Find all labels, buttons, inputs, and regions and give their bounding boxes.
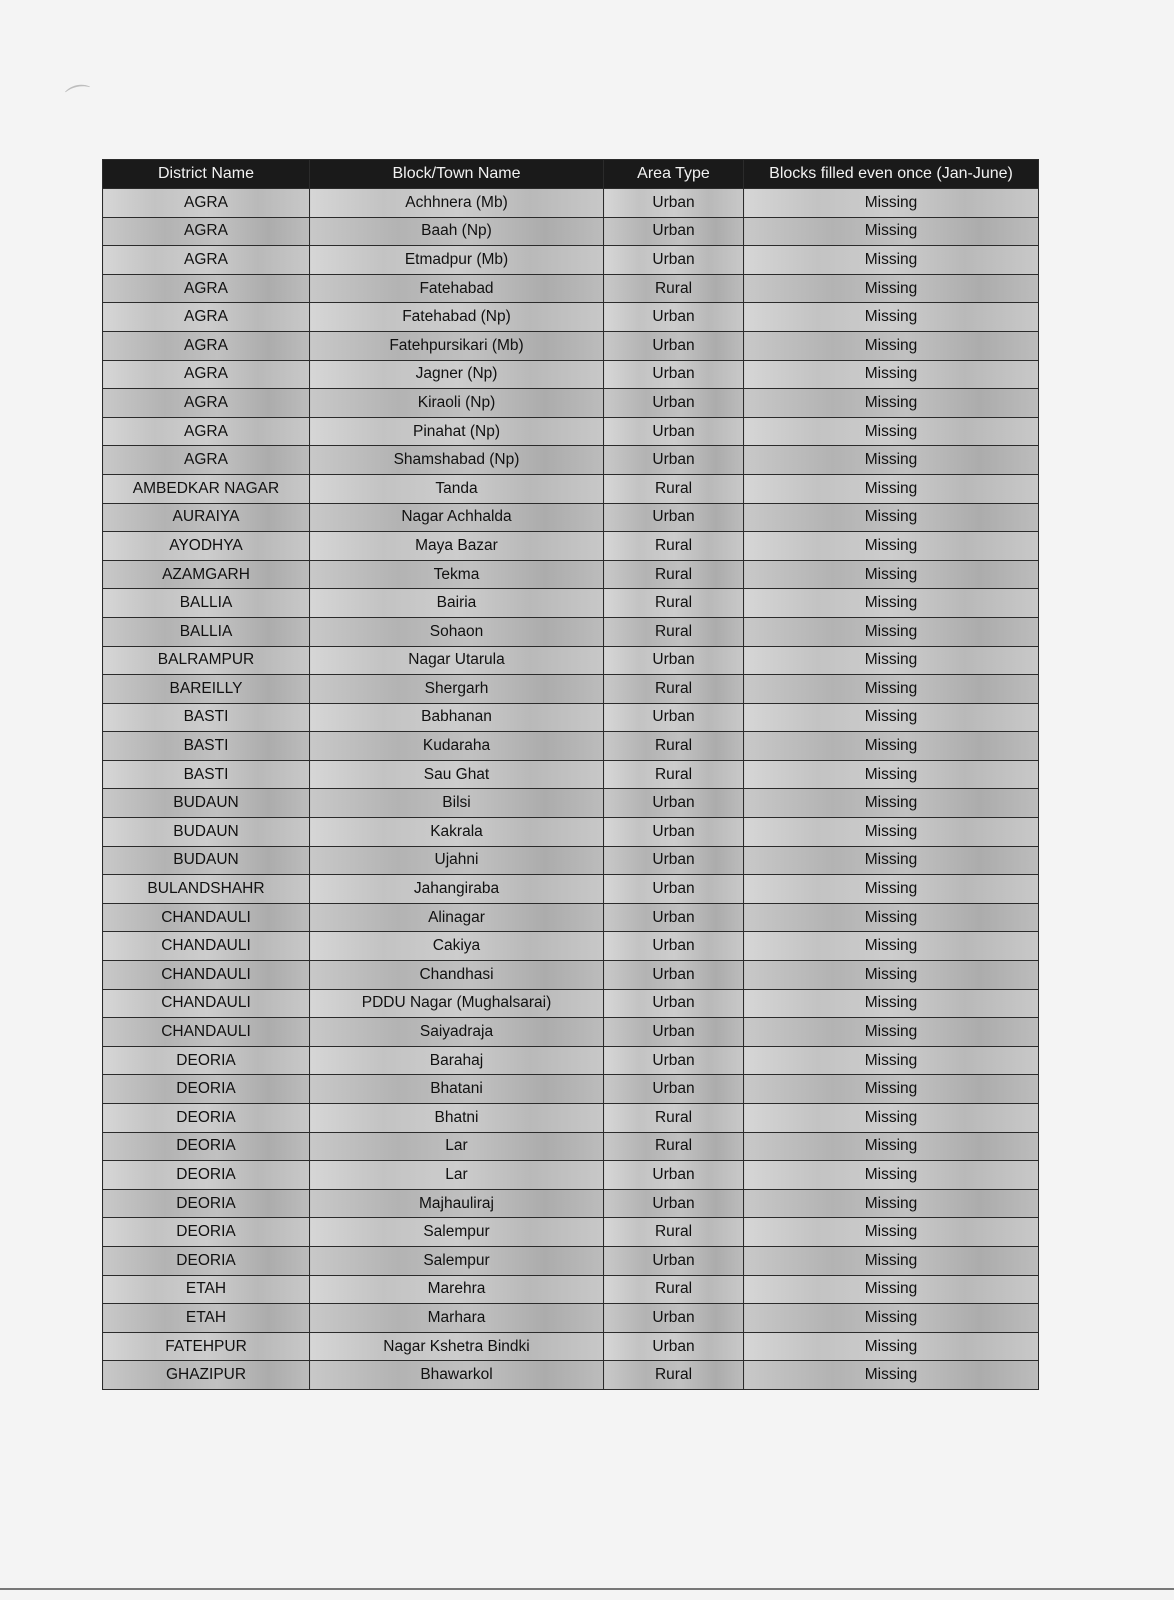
table-row [103, 1361, 1039, 1390]
table-row [103, 1075, 1039, 1104]
block-town-cell: Tanda [310, 474, 604, 503]
district-cell: AGRA [103, 303, 310, 332]
status-cell: Missing [744, 189, 1039, 218]
block-town-cell: Fatehpursikari (Mb) [310, 331, 604, 360]
status-cell: Missing [744, 875, 1039, 904]
table-row [103, 1332, 1039, 1361]
status-cell: Missing [744, 503, 1039, 532]
area-type-cell: Urban [604, 818, 744, 847]
table-row [103, 675, 1039, 704]
table-row [103, 703, 1039, 732]
status-cell: Missing [744, 246, 1039, 275]
area-type-cell: Urban [604, 217, 744, 246]
area-type-cell: Urban [604, 703, 744, 732]
table-row [103, 360, 1039, 389]
block-town-cell: Etmadpur (Mb) [310, 246, 604, 275]
status-cell: Missing [744, 331, 1039, 360]
area-type-cell: Rural [604, 560, 744, 589]
district-cell: AGRA [103, 389, 310, 418]
table-row [103, 217, 1039, 246]
status-cell: Missing [744, 818, 1039, 847]
status-cell: Missing [744, 1161, 1039, 1190]
status-cell: Missing [744, 1075, 1039, 1104]
area-type-cell: Rural [604, 1361, 744, 1390]
district-cell: ETAH [103, 1275, 310, 1304]
area-type-cell: Urban [604, 903, 744, 932]
block-town-cell: Kudaraha [310, 732, 604, 761]
page-bottom-edge [0, 1588, 1174, 1590]
status-cell: Missing [744, 1189, 1039, 1218]
area-type-cell: Rural [604, 474, 744, 503]
status-cell: Missing [744, 417, 1039, 446]
area-type-cell: Urban [604, 789, 744, 818]
district-cell: AGRA [103, 274, 310, 303]
status-cell: Missing [744, 903, 1039, 932]
table-row [103, 446, 1039, 475]
district-cell: DEORIA [103, 1046, 310, 1075]
district-cell: CHANDAULI [103, 961, 310, 990]
district-cell: BUDAUN [103, 818, 310, 847]
area-type-cell: Urban [604, 1332, 744, 1361]
block-town-cell: Saiyadraja [310, 1018, 604, 1047]
status-cell: Missing [744, 1304, 1039, 1333]
area-type-cell: Urban [604, 303, 744, 332]
district-cell: BASTI [103, 760, 310, 789]
scan-artifact-mark: ⌒ [63, 80, 96, 116]
area-type-cell: Rural [604, 617, 744, 646]
district-cell: AGRA [103, 246, 310, 275]
block-town-cell: Pinahat (Np) [310, 417, 604, 446]
status-cell: Missing [744, 760, 1039, 789]
status-cell: Missing [744, 303, 1039, 332]
district-cell: AURAIYA [103, 503, 310, 532]
block-town-cell: Nagar Utarula [310, 646, 604, 675]
table-row [103, 1104, 1039, 1133]
table-row [103, 1246, 1039, 1275]
status-cell: Missing [744, 389, 1039, 418]
header-block-town-name: Block/Town Name [310, 160, 604, 189]
area-type-cell: Urban [604, 1046, 744, 1075]
district-cell: BUDAUN [103, 789, 310, 818]
area-type-cell: Rural [604, 274, 744, 303]
table-row [103, 903, 1039, 932]
area-type-cell: Urban [604, 646, 744, 675]
area-type-cell: Urban [604, 1304, 744, 1333]
status-cell: Missing [744, 1018, 1039, 1047]
district-cell: DEORIA [103, 1132, 310, 1161]
table-row [103, 818, 1039, 847]
table-row [103, 1132, 1039, 1161]
table-row [103, 560, 1039, 589]
area-type-cell: Urban [604, 1161, 744, 1190]
block-town-cell: Fatehabad [310, 274, 604, 303]
block-town-cell: Marehra [310, 1275, 604, 1304]
table-row [103, 932, 1039, 961]
area-type-cell: Urban [604, 875, 744, 904]
table-row [103, 846, 1039, 875]
block-town-cell: Kakrala [310, 818, 604, 847]
status-cell: Missing [744, 1104, 1039, 1133]
block-town-cell: Babhanan [310, 703, 604, 732]
area-type-cell: Urban [604, 360, 744, 389]
area-type-cell: Urban [604, 503, 744, 532]
district-cell: BALLIA [103, 617, 310, 646]
area-type-cell: Rural [604, 1132, 744, 1161]
block-town-cell: Bilsi [310, 789, 604, 818]
table-row [103, 532, 1039, 561]
table-row [103, 389, 1039, 418]
status-cell: Missing [744, 446, 1039, 475]
status-cell: Missing [744, 989, 1039, 1018]
block-town-cell: Shergarh [310, 675, 604, 704]
district-cell: CHANDAULI [103, 1018, 310, 1047]
table-row [103, 1161, 1039, 1190]
area-type-cell: Rural [604, 589, 744, 618]
block-town-cell: Marhara [310, 1304, 604, 1333]
area-type-cell: Urban [604, 389, 744, 418]
table-row [103, 1018, 1039, 1047]
header-area-type: Area Type [604, 160, 744, 189]
district-cell: DEORIA [103, 1246, 310, 1275]
district-cell: AGRA [103, 360, 310, 389]
district-cell: AMBEDKAR NAGAR [103, 474, 310, 503]
district-cell: GHAZIPUR [103, 1361, 310, 1390]
block-town-cell: Shamshabad (Np) [310, 446, 604, 475]
block-town-cell: Bhatani [310, 1075, 604, 1104]
block-town-cell: Tekma [310, 560, 604, 589]
block-town-cell: Lar [310, 1132, 604, 1161]
status-cell: Missing [744, 703, 1039, 732]
area-type-cell: Rural [604, 760, 744, 789]
area-type-cell: Urban [604, 932, 744, 961]
district-cell: DEORIA [103, 1104, 310, 1133]
block-town-cell: Kiraoli (Np) [310, 389, 604, 418]
table-row [103, 1275, 1039, 1304]
block-town-cell: Bairia [310, 589, 604, 618]
district-cell: DEORIA [103, 1218, 310, 1247]
missing-blocks-table [102, 159, 1039, 1390]
district-cell: BASTI [103, 732, 310, 761]
table-row [103, 1304, 1039, 1333]
block-town-cell: Achhnera (Mb) [310, 189, 604, 218]
table-row [103, 474, 1039, 503]
district-cell: AGRA [103, 417, 310, 446]
area-type-cell: Urban [604, 417, 744, 446]
status-cell: Missing [744, 789, 1039, 818]
district-cell: ETAH [103, 1304, 310, 1333]
block-town-cell: Jahangiraba [310, 875, 604, 904]
area-type-cell: Rural [604, 1104, 744, 1133]
block-town-cell: Ujahni [310, 846, 604, 875]
status-cell: Missing [744, 961, 1039, 990]
block-town-cell: Salempur [310, 1246, 604, 1275]
table-row [103, 646, 1039, 675]
district-cell: AGRA [103, 446, 310, 475]
district-cell: BASTI [103, 703, 310, 732]
block-town-cell: Alinagar [310, 903, 604, 932]
area-type-cell: Urban [604, 989, 744, 1018]
district-cell: DEORIA [103, 1075, 310, 1104]
status-cell: Missing [744, 1132, 1039, 1161]
district-cell: BALRAMPUR [103, 646, 310, 675]
area-type-cell: Urban [604, 961, 744, 990]
table-row [103, 246, 1039, 275]
block-town-cell: Chandhasi [310, 961, 604, 990]
block-town-cell: Barahaj [310, 1046, 604, 1075]
table-row [103, 417, 1039, 446]
area-type-cell: Urban [604, 1189, 744, 1218]
status-cell: Missing [744, 1275, 1039, 1304]
area-type-cell: Urban [604, 1018, 744, 1047]
block-town-cell: Fatehabad (Np) [310, 303, 604, 332]
table-row [103, 989, 1039, 1018]
block-town-cell: Cakiya [310, 932, 604, 961]
area-type-cell: Rural [604, 1218, 744, 1247]
district-cell: DEORIA [103, 1189, 310, 1218]
area-type-cell: Urban [604, 189, 744, 218]
district-cell: BALLIA [103, 589, 310, 618]
block-town-cell: Bhawarkol [310, 1361, 604, 1390]
block-town-cell: Maya Bazar [310, 532, 604, 561]
district-cell: CHANDAULI [103, 932, 310, 961]
area-type-cell: Urban [604, 246, 744, 275]
block-town-cell: Bhatni [310, 1104, 604, 1133]
status-cell: Missing [744, 675, 1039, 704]
status-cell: Missing [744, 1246, 1039, 1275]
district-cell: FATEHPUR [103, 1332, 310, 1361]
status-cell: Missing [744, 932, 1039, 961]
table-row [103, 875, 1039, 904]
table-row [103, 274, 1039, 303]
table-row [103, 303, 1039, 332]
table-row [103, 732, 1039, 761]
status-cell: Missing [744, 646, 1039, 675]
district-cell: AZAMGARH [103, 560, 310, 589]
status-cell: Missing [744, 1332, 1039, 1361]
table-row [103, 1189, 1039, 1218]
table-row [103, 189, 1039, 218]
block-town-cell: Jagner (Np) [310, 360, 604, 389]
block-town-cell: Sau Ghat [310, 760, 604, 789]
block-town-cell: Nagar Kshetra Bindki [310, 1332, 604, 1361]
district-cell: AYODHYA [103, 532, 310, 561]
block-town-cell: Nagar Achhalda [310, 503, 604, 532]
block-town-cell: Majhauliraj [310, 1189, 604, 1218]
status-cell: Missing [744, 732, 1039, 761]
table-row [103, 1046, 1039, 1075]
area-type-cell: Urban [604, 1246, 744, 1275]
status-cell: Missing [744, 274, 1039, 303]
status-cell: Missing [744, 1361, 1039, 1390]
block-town-cell: Lar [310, 1161, 604, 1190]
district-cell: AGRA [103, 217, 310, 246]
district-cell: BULANDSHAHR [103, 875, 310, 904]
district-cell: AGRA [103, 331, 310, 360]
status-cell: Missing [744, 217, 1039, 246]
header-blocks-filled: Blocks filled even once (Jan-June) [744, 160, 1039, 189]
district-cell: BAREILLY [103, 675, 310, 704]
district-cell: AGRA [103, 189, 310, 218]
area-type-cell: Urban [604, 846, 744, 875]
table-row [103, 503, 1039, 532]
table-row [103, 331, 1039, 360]
status-cell: Missing [744, 360, 1039, 389]
block-town-cell: Baah (Np) [310, 217, 604, 246]
area-type-cell: Rural [604, 1275, 744, 1304]
table-body [103, 189, 1039, 1390]
district-cell: CHANDAULI [103, 989, 310, 1018]
table-row [103, 789, 1039, 818]
area-type-cell: Urban [604, 446, 744, 475]
area-type-cell: Rural [604, 732, 744, 761]
header-district-name: District Name [103, 160, 310, 189]
status-cell: Missing [744, 846, 1039, 875]
block-town-cell: Sohaon [310, 617, 604, 646]
district-cell: BUDAUN [103, 846, 310, 875]
table-row [103, 760, 1039, 789]
table-header-row [103, 160, 1039, 189]
area-type-cell: Rural [604, 532, 744, 561]
status-cell: Missing [744, 589, 1039, 618]
status-cell: Missing [744, 617, 1039, 646]
block-town-cell: PDDU Nagar (Mughalsarai) [310, 989, 604, 1018]
status-cell: Missing [744, 532, 1039, 561]
table-row [103, 589, 1039, 618]
area-type-cell: Urban [604, 1075, 744, 1104]
district-cell: CHANDAULI [103, 903, 310, 932]
table-row [103, 1218, 1039, 1247]
status-cell: Missing [744, 1218, 1039, 1247]
area-type-cell: Urban [604, 331, 744, 360]
district-cell: DEORIA [103, 1161, 310, 1190]
status-cell: Missing [744, 560, 1039, 589]
block-town-cell: Salempur [310, 1218, 604, 1247]
status-cell: Missing [744, 1046, 1039, 1075]
status-cell: Missing [744, 474, 1039, 503]
table-row [103, 617, 1039, 646]
area-type-cell: Rural [604, 675, 744, 704]
table-row [103, 961, 1039, 990]
